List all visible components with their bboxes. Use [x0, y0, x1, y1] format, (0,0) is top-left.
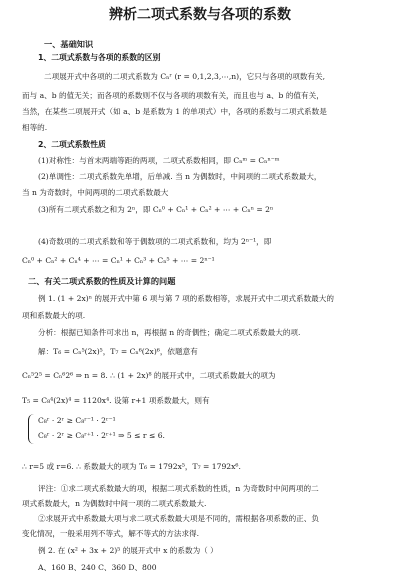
text-line: (3)所有二项式系数之和为 2ⁿ，即 Cₙ⁰ + Cₙ¹ + Cₙ² + ⋯ + Cₙⁿ = 2ⁿ	[38, 205, 274, 214]
text-line: ②求展开式中系数最大项与求二项式系数最大项是不同的，需根据各项系数的正、负	[38, 514, 319, 523]
text-line: 例 2. 在 (x² + 3x + 2)⁵ 的展开式中 x 的系数为（ ）	[38, 546, 218, 555]
inequality-line: C₈ʳ · 2ʳ ≥ C₈ʳ⁺¹ · 2ʳ⁺¹ ⇒ 5 ≤ r ≤ 6.	[38, 431, 165, 440]
text-line: 当然，在某些二项展开式（如 a、b 是系数为 1 的单项式）中，各项的系数与二项式系数是	[22, 107, 327, 116]
text-line: Cₙ⁵2⁵ = Cₙ⁶2⁶ ⇒ n = 8. ∴ (1 + 2x)⁸ 的展开式中，二项式系数最大的项为	[22, 371, 276, 380]
text-line: 项和系数最大的项.	[22, 311, 86, 320]
text-line: 解：T₆ = Cₙ⁵(2x)⁵，T₇ = Cₙ⁶(2x)⁶，依题意有	[38, 347, 198, 356]
text-line: (4)奇数项的二项式系数和等于偶数项的二项式系数和，均为 2ⁿ⁻¹，即	[38, 237, 272, 246]
text-line: T₅ = C₈⁴(2x)⁴ = 1120x⁴. 设第 r+1 项系数最大，则有	[22, 396, 210, 405]
text-line: 项式系数最大，n 为偶数时中间一项的二项式系数最大.	[22, 499, 207, 508]
page-title: 辨析二项式系数与各项的系数	[109, 7, 291, 23]
text-line: 变化情况，一般采用列不等式，解不等式的方法求得.	[22, 529, 200, 538]
subheading-properties: 2、二项式系数性质	[38, 140, 106, 149]
text-line: 二项展开式中各项的二项式系数为 Cₙʳ (r = 0,1,2,3,⋯,n)，它只与各项的项数有关,	[44, 72, 326, 81]
text-line: 当 n 为奇数时，中间两项的二项式系数最大	[22, 188, 169, 197]
text-line: 例 1. (1 + 2x)ⁿ 的展开式中第 6 项与第 7 项的系数相等，求展开式中二项式系数最大的	[38, 294, 334, 303]
section-heading-problems: 二、有关二项式系数的性质及计算的问题	[28, 276, 176, 286]
text-line: 相等的.	[22, 123, 48, 132]
text-line: (2)单调性：二项式系数先单增，后单减. 当 n 为偶数时，中间项的二项式系数最大，	[38, 172, 322, 181]
formula-line: Cₙ⁰ + Cₙ² + Cₙ⁴ + ⋯ = Cₙ¹ + Cₙ³ + Cₙ⁵ + ⋯ = 2ⁿ⁻¹	[22, 256, 215, 265]
answer-options: A、160 B、240 C、360 D、800	[38, 563, 157, 572]
text-line: 而与 a、b 的值无关；而各项的系数则不仅与各项的项数有关，而且也与 a、b 的值有关，	[22, 91, 324, 100]
subheading-coefficient-difference: 1、二项式系数与各项的系数的区别	[38, 53, 161, 62]
text-line: 评注：①求二项式系数最大的项，根据二项式系数的性质，n 为奇数时中间两项的二	[38, 484, 319, 493]
text-line: (1)对称性：与首末两端等距的两项，二项式系数相同，即 Cₙᵐ = Cₙⁿ⁻ᵐ	[38, 156, 280, 165]
inequality-line: C₈ʳ · 2ʳ ≥ C₈ʳ⁻¹ · 2ʳ⁻¹	[38, 416, 116, 425]
system-brace	[28, 414, 35, 444]
section-heading-basics: 一、基础知识	[44, 39, 94, 49]
text-line: ∴ r=5 或 r=6. ∴ 系数最大的项为 T₆ = 1792x⁵，T₇ = 1792x⁶.	[22, 462, 241, 471]
text-line: 分析：根据已知条件可求出 n，再根据 n 的奇偶性；确定二项式系数最大的项.	[38, 328, 301, 337]
